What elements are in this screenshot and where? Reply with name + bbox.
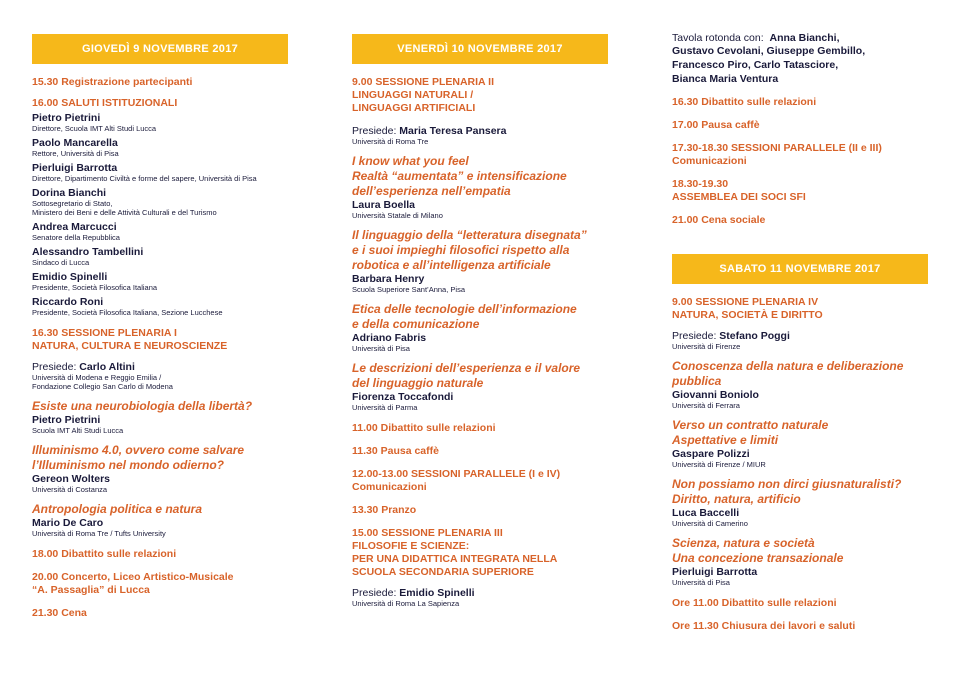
speaker-affiliation: Direttore, Dipartimento Civiltà e forme del sapere, Università di Pisa [32, 174, 257, 183]
social-dinner: 21.00 Cena sociale [672, 214, 766, 226]
chair-affiliation: Università di Roma La Sapienza [352, 599, 460, 608]
plenary-3-line3: PER UNA DIDATTICA INTEGRATA NELLA [352, 553, 558, 565]
talk-speaker: Pierluigi Barrotta [672, 566, 758, 578]
round-table-names-4: Bianca Maria Ventura [672, 73, 779, 85]
speaker-block [32, 221, 312, 242]
talk-title: Scienza, natura e società [672, 536, 815, 550]
chair-affiliation: Università di Modena e Reggio Emilia / [32, 373, 162, 382]
chair-affiliation: Università di Roma Tre [352, 137, 429, 146]
speaker-affiliation: Sindaco di Lucca [32, 258, 90, 267]
chair-name: Emidio Spinelli [399, 587, 475, 599]
round-table-names-2: Gustavo Cevolani, Giuseppe Gembillo, [672, 45, 866, 57]
parallel-sessions-2: Comunicazioni [672, 155, 747, 167]
chair-name: Maria Teresa Pansera [399, 125, 507, 137]
chair-label: Presiede: [352, 587, 397, 599]
talk-title-2: Aspettative e limiti [672, 433, 779, 447]
thursday-header: GIOVEDÌ 9 NOVEMBRE 2017 [32, 34, 288, 64]
saturday-column [672, 296, 952, 633]
talk-title: Esiste una neurobiologia della libertà? [32, 399, 253, 413]
round-table-names-3: Francesco Piro, Carlo Tatasciore, [672, 59, 839, 71]
talk-affiliation: Università di Camerino [672, 519, 748, 528]
speaker-affiliation: Sottosegretario di Stato, [32, 199, 113, 208]
parallel-sessions-2: Comunicazioni [352, 481, 427, 493]
speaker-block [32, 246, 312, 267]
speaker-block [32, 112, 312, 133]
parallel-sessions: 17.30-18.30 SESSIONI PARALLELE (II e III) [672, 142, 882, 154]
chair-label: Presiede: [32, 361, 77, 373]
talk-title-2: l’Illuminismo nel mondo odierno? [32, 458, 224, 472]
talk-affiliation: Scuola IMT Alti Studi Lucca [32, 426, 124, 435]
greetings-title: 16.00 SALUTI ISTITUZIONALI [32, 97, 178, 109]
talk-title-2: Una concezione transazionale [672, 551, 844, 565]
talk-affiliation: Università di Parma [352, 403, 418, 412]
talk-title: Antropologia politica e natura [32, 502, 203, 516]
plenary-2-line3: LINGUAGGI ARTIFICIALI [352, 102, 476, 114]
chair-affiliation-2: Fondazione Collegio San Carlo di Modena [32, 382, 173, 391]
plenary-4-title: 9.00 SESSIONE PLENARIA IV [672, 296, 819, 308]
plenary-1-subtitle: NATURA, CULTURA E NEUROSCIENZE [32, 340, 228, 352]
plenary-1-title: 16.30 SESSIONE PLENARIA I [32, 327, 177, 339]
plenary-3-line4: SCUOLA SECONDARIA SUPERIORE [352, 566, 534, 578]
plenary-3-title: 15.00 SESSIONE PLENARIA III [352, 527, 503, 539]
talk-title: Verso un contratto naturale [672, 418, 829, 432]
parallel-sessions: 12.00-13.00 SESSIONI PARALLELE (I e IV) [352, 468, 561, 480]
debate: Ore 11.00 Dibattito sulle relazioni [672, 597, 837, 609]
talk-title: Il linguaggio della “letteratura disegnata” [352, 228, 587, 242]
friday-header: VENERDÌ 10 NOVEMBRE 2017 [352, 34, 608, 64]
plenary-2-title: 9.00 SESSIONE PLENARIA II [352, 76, 494, 88]
chair-line [352, 587, 642, 599]
talk-speaker: Gaspare Polizzi [672, 448, 750, 460]
talk-title-2: Realtà “aumentata” e intensificazione [352, 169, 567, 183]
talk-title-2: pubblica [672, 374, 722, 388]
talk-affiliation: Università di Roma Tre / Tufts University [32, 529, 166, 538]
talk-speaker: Laura Boella [352, 199, 416, 211]
talk-title: Illuminismo 4.0, ovvero come salvare [32, 443, 245, 457]
talk-speaker: Mario De Caro [32, 517, 104, 529]
speaker-name: Riccardo Roni [32, 296, 104, 308]
chair-affiliation: Università di Firenze [672, 342, 741, 351]
concert: 20.00 Concerto, Liceo Artistico-Musicale [32, 571, 234, 583]
talk-title: Non possiamo non dirci giusnaturalisti? [672, 477, 902, 491]
talk-title-3: dell’esperienza nell’empatia [352, 184, 511, 198]
speaker-block [32, 162, 312, 183]
friday-column [352, 76, 642, 608]
friday-cont-column [672, 32, 952, 227]
assembly-time: 18.30-19.30 [672, 178, 729, 190]
speaker-block [32, 187, 312, 217]
plenary-3-line2: FILOSOFIE E SCIENZE: [352, 540, 470, 552]
speaker-name: Andrea Marcucci [32, 221, 117, 233]
chair-line [32, 361, 312, 373]
talk-title-2: del linguaggio naturale [352, 376, 484, 390]
speaker-name: Pierluigi Barrotta [32, 162, 118, 174]
talk-title: Etica delle tecnologie dell’informazione [352, 302, 577, 316]
speaker-affiliation-2: Ministero dei Beni e delle Attività Culturali e del Turismo [32, 208, 217, 217]
registration: 15.30 Registrazione partecipanti [32, 76, 193, 88]
closing: Ore 11.30 Chiusura dei lavori e saluti [672, 620, 856, 632]
chair-label: Presiede: [352, 125, 397, 137]
talk-affiliation: Università di Pisa [672, 578, 730, 587]
thursday-column [32, 76, 312, 620]
saturday-header: SABATO 11 NOVEMBRE 2017 [672, 254, 928, 284]
talk-speaker: Adriano Fabris [352, 332, 427, 344]
talk-affiliation: Università di Costanza [32, 485, 108, 494]
talk-affiliation: Università di Firenze / MIUR [672, 460, 766, 469]
speaker-block [32, 296, 312, 317]
speaker-name: Dorina Bianchi [32, 187, 107, 199]
round-table-label: Tavola rotonda con: [672, 32, 764, 44]
speaker-name: Pietro Pietrini [32, 112, 101, 124]
talk-title-3: robotica e all’intelligenza artificiale [352, 258, 551, 272]
speaker-affiliation: Presidente, Società Filosofica Italiana, Sezione Lucchese [32, 308, 223, 317]
lunch: 13.30 Pranzo [352, 504, 417, 516]
round-table-names: Anna Bianchi, [769, 32, 840, 44]
talk-speaker: Luca Baccelli [672, 507, 740, 519]
talk-affiliation: Università Statale di Milano [352, 211, 443, 220]
speaker-affiliation: Senatore della Repubblica [32, 233, 120, 242]
talk-speaker: Fiorenza Toccafondi [352, 391, 454, 403]
speaker-affiliation: Rettore, Università di Pisa [32, 149, 119, 158]
chair-name: Stefano Poggi [719, 330, 790, 342]
talk-speaker: Giovanni Boniolo [672, 389, 759, 401]
speaker-affiliation: Direttore, Scuola IMT Alti Studi Lucca [32, 124, 157, 133]
speaker-block [32, 137, 312, 158]
round-table [672, 32, 952, 44]
speaker-name: Emidio Spinelli [32, 271, 108, 283]
coffee-break: 11.30 Pausa caffè [352, 445, 439, 457]
chair-name: Carlo Altini [79, 361, 135, 373]
chair-line [672, 330, 952, 342]
talk-title-2: e i suoi impieghi filosofici rispetto alla [352, 243, 570, 257]
talk-speaker: Gereon Wolters [32, 473, 110, 485]
speaker-block [32, 271, 312, 292]
coffee-break: 17.00 Pausa caffè [672, 119, 760, 131]
talk-title: Conoscenza della natura e deliberazione [672, 359, 904, 373]
plenary-4-subtitle: NATURA, SOCIETÀ E DIRITTO [672, 309, 823, 321]
speaker-name: Paolo Mancarella [32, 137, 118, 149]
debate: 16.30 Dibattito sulle relazioni [672, 96, 817, 108]
debate: 18.00 Dibattito sulle relazioni [32, 548, 177, 560]
assembly-title: ASSEMBLEA DEI SOCI SFI [672, 191, 806, 203]
plenary-2-line2: LINGUAGGI NATURALI / [352, 89, 474, 101]
dinner: 21.30 Cena [32, 607, 87, 619]
talk-title-2: e della comunicazione [352, 317, 480, 331]
debate: 11.00 Dibattito sulle relazioni [352, 422, 496, 434]
chair-line [352, 125, 642, 137]
speaker-name: Alessandro Tambellini [32, 246, 144, 258]
talk-title: Le descrizioni dell’esperienza e il valore [352, 361, 581, 375]
talk-title-2: Diritto, natura, artificio [672, 492, 801, 506]
talk-speaker: Barbara Henry [352, 273, 425, 285]
talk-affiliation: Università di Ferrara [672, 401, 740, 410]
talk-affiliation: Università di Pisa [352, 344, 410, 353]
speaker-affiliation: Presidente, Società Filosofica Italiana [32, 283, 158, 292]
talk-speaker: Pietro Pietrini [32, 414, 101, 426]
talk-title: I know what you feel [352, 154, 469, 168]
talk-affiliation: Scuola Superiore Sant’Anna, Pisa [352, 285, 465, 294]
chair-label: Presiede: [672, 330, 717, 342]
concert-2: “A. Passaglia” di Lucca [32, 584, 150, 596]
